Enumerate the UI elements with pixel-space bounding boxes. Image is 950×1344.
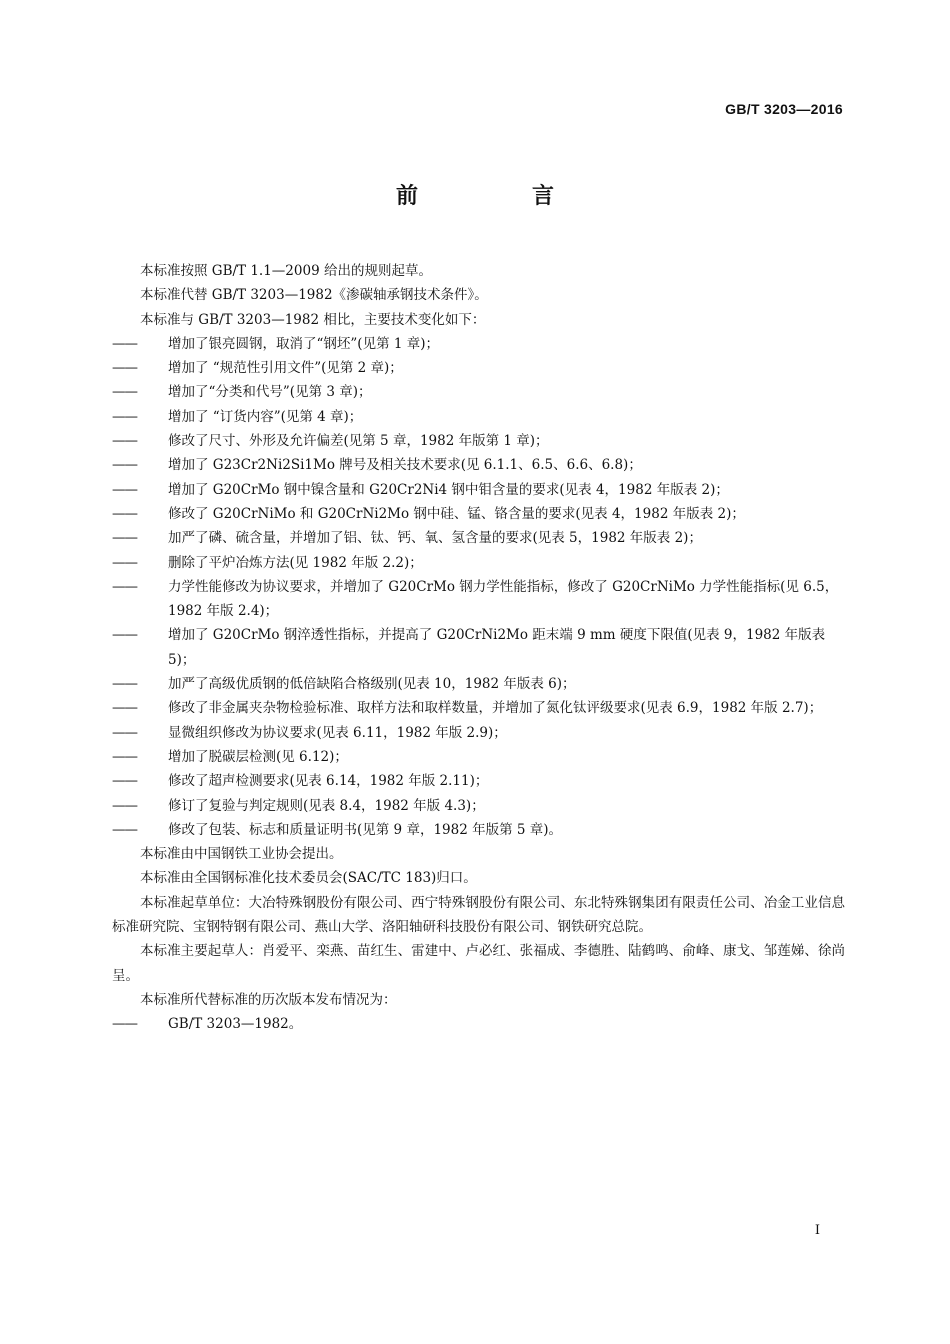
change-item: [112, 526, 845, 550]
dash-marker: ——: [112, 384, 137, 401]
history-intro-paragraph: 本标准所代替标准的历次版本发布情况为：: [140, 991, 397, 1008]
dash-marker: ——: [112, 724, 137, 741]
change-item: [112, 332, 845, 356]
change-item: [112, 405, 845, 429]
intro-paragraph: 本标准与 GB/T 3203—1982 相比，主要技术变化如下：: [140, 311, 486, 328]
change-item: [112, 769, 845, 793]
foreword-body: [112, 259, 845, 1037]
change-item-text: 增加了 “规范性引用文件”(见第 2 章)；: [168, 360, 403, 377]
dash-marker: ——: [112, 797, 137, 814]
change-item-text: 增加了 G20CrMo 钢淬透性指标，并提高了 G20CrNi2Mo 距末端 9 mm 硬度下限值(见表 9，1982 年版表 5)；: [168, 627, 826, 668]
change-item: [112, 380, 845, 404]
history-item: [112, 1012, 845, 1036]
standard-code: GB/T 3203—2016: [725, 101, 843, 117]
change-item-text: 加严了磷、硫含量，并增加了铝、钛、钙、氧、氢含量的要求(见表 5，1982 年版表 2)；: [168, 530, 702, 547]
change-item: [112, 551, 845, 575]
intro-paragraph: 本标准代替 GB/T 3203—1982《渗碳轴承钢技术条件》。: [140, 287, 488, 304]
change-item: [112, 721, 845, 745]
change-item-text: 修改了包装、标志和质量证明书(见第 9 章，1982 年版第 5 章)。: [168, 821, 563, 838]
change-item: [112, 453, 845, 477]
change-item-text: 增加了脱碳层检测(见 6.12)；: [168, 748, 348, 765]
change-item: [112, 672, 845, 696]
dash-marker: ——: [112, 433, 137, 450]
change-item: [112, 794, 845, 818]
dash-marker: ——: [112, 530, 137, 547]
dash-marker: ——: [112, 773, 137, 790]
change-item-text: 增加了 “订货内容”(见第 4 章)；: [168, 408, 363, 425]
dash-marker: ——: [112, 627, 137, 644]
intro-paragraph: 本标准按照 GB/T 1.1—2009 给出的规则起草。: [140, 263, 432, 279]
change-item-text: 增加了 G20CrMo 钢中镍含量和 G20Cr2Ni4 钢中钼含量的要求(见表 4，1982 年版表 2)；: [168, 481, 729, 498]
change-item-text: 修订了复验与判定规则(见表 8.4，1982 年版 4.3)；: [168, 797, 485, 814]
drafters-paragraph: 本标准主要起草人：肖爱平、栾燕、苗红生、雷建中、卢必红、张福成、李德胜、陆鹤鸣、俞峰、康戈、邹莲娣、徐尚呈。: [112, 943, 845, 984]
change-item: [112, 575, 845, 624]
dash-marker: ——: [112, 554, 137, 571]
dash-marker: ——: [112, 748, 137, 765]
change-item-text: 增加了银亮圆钢，取消了“钢坯”(见第 1 章)；: [168, 335, 440, 352]
dash-marker: ——: [112, 676, 137, 693]
change-item: [112, 745, 845, 769]
dash-marker: ——: [112, 335, 137, 352]
change-item: [112, 623, 845, 672]
change-item: [112, 429, 845, 453]
change-item: [112, 502, 845, 526]
change-item-text: 增加了 G23Cr2Ni2Si1Mo 牌号及相关技术要求(见 6.1.1、6.5、6.6、6.8)；: [168, 457, 642, 474]
change-item-text: 显微组织修改为协议要求(见表 6.11，1982 年版 2.9)；: [168, 724, 507, 741]
closing-paragraph: 本标准由全国钢标准化技术委员会(SAC/TC 183)归口。: [140, 870, 477, 887]
change-item-text: 删除了平炉冶炼方法(见 1982 年版 2.2)；: [168, 554, 423, 571]
page-number: I: [814, 1223, 820, 1238]
change-item-text: 增加了“分类和代号”(见第 3 章)；: [168, 384, 372, 401]
change-item-text: 修改了 G20CrNiMo 和 G20CrNi2Mo 钢中硅、锰、铬含量的要求(见表 4，1982 年版表 2)；: [168, 505, 745, 522]
closing-paragraph: 本标准由中国钢铁工业协会提出。: [140, 846, 343, 863]
dash-marker: ——: [112, 700, 137, 717]
dash-marker: ——: [112, 408, 137, 425]
dash-marker: ——: [112, 360, 137, 377]
dash-marker: ——: [112, 505, 137, 522]
change-item-text: 加严了高级优质钢的低倍缺陷合格级别(见表 10，1982 年版表 6)；: [168, 676, 576, 693]
change-item-text: 力学性能修改为协议要求，并增加了 G20CrMo 钢力学性能指标，修改了 G20CrNiMo 力学性能指标(见 6.5，1982 年版 2.4)；: [168, 578, 839, 620]
change-item: [112, 478, 845, 502]
history-item-text: GB/T 3203—1982。: [168, 1016, 303, 1033]
dash-marker: ——: [112, 821, 137, 838]
change-item: [112, 356, 845, 380]
dash-marker: ——: [112, 457, 137, 474]
change-item-text: 修改了非金属夹杂物检验标准、取样方法和取样数量，并增加了氮化钛评级要求(见表 6.9，1982 年版 2.7)；: [168, 700, 823, 717]
change-item: [112, 818, 845, 842]
dash-marker: ——: [112, 481, 137, 498]
dash-marker: ——: [112, 578, 137, 595]
change-item-text: 修改了尺寸、外形及允许偏差(见第 5 章，1982 年版第 1 章)；: [168, 433, 549, 450]
dash-marker: ——: [112, 1016, 137, 1033]
page-title: 前 言: [395, 184, 600, 209]
change-item: [112, 696, 845, 720]
drafting-units-paragraph: 本标准起草单位：大冶特殊钢股份有限公司、西宁特殊钢股份有限公司、东北特殊钢集团有限责任公司、冶金工业信息标准研究院、宝钢特钢有限公司、燕山大学、洛阳轴研科技股份有限公司、钢铁研究总院。: [112, 894, 845, 936]
change-item-text: 修改了超声检测要求(见表 6.14，1982 年版 2.11)；: [168, 773, 489, 790]
